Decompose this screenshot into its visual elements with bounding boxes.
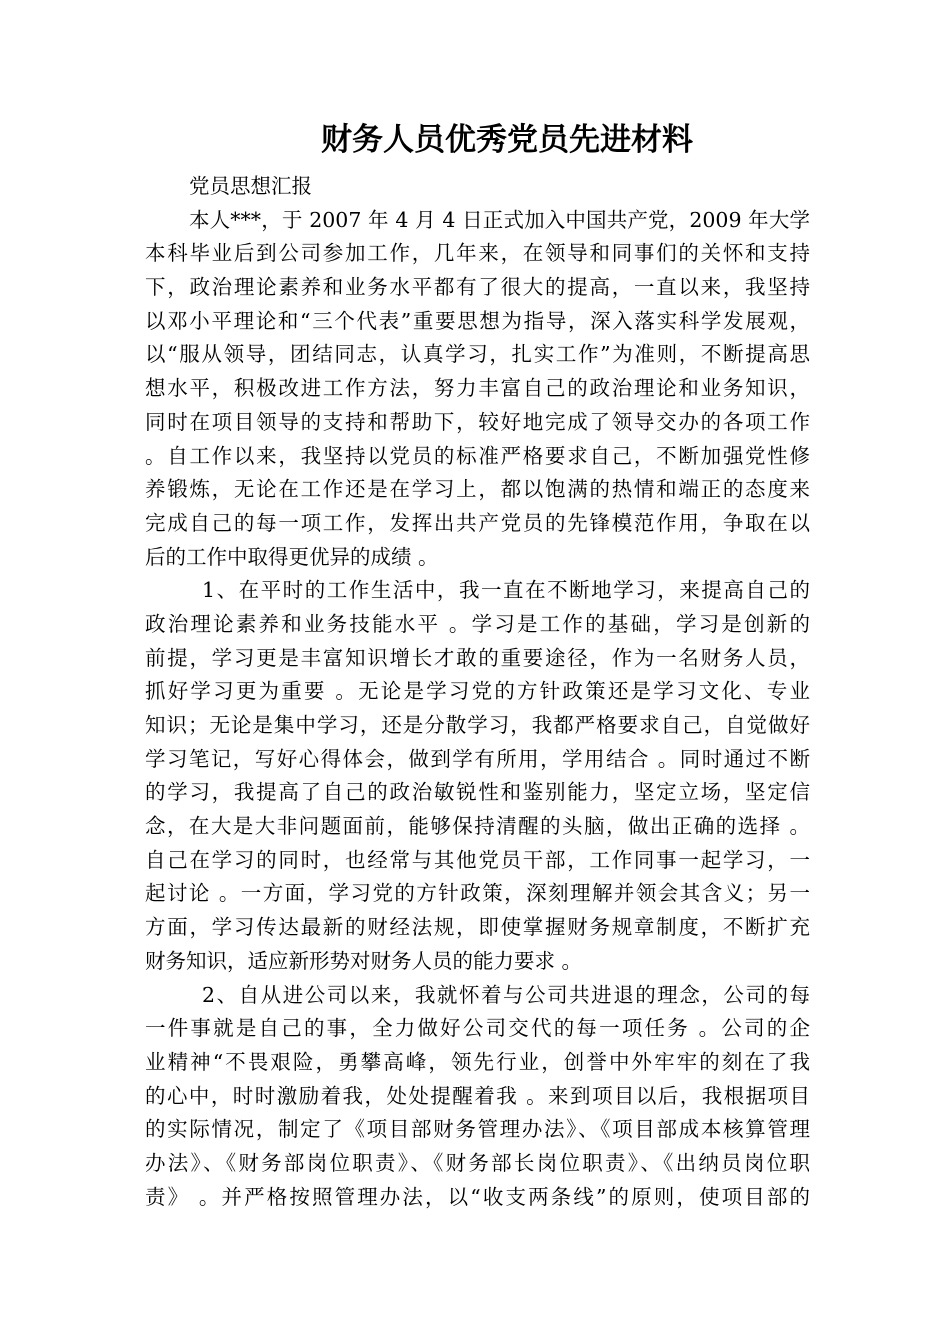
text-line: 政治理论素养和业务技能水平 。学习是工作的基础，学习是创新的 xyxy=(145,611,810,636)
text-line: 学习笔记，写好心得体会，做到学有所用，学用结合 。同时通过不断 xyxy=(145,746,810,771)
document-body xyxy=(145,170,810,1214)
text-line: 养锻炼，无论在工作还是在学习上，都以饱满的热情和端正的态度来 xyxy=(145,477,810,502)
text-line: 起讨论 。一方面，学习党的方针政策，深刻理解并领会其含义；另一 xyxy=(145,881,810,906)
text-line: 本人***，于 2007 年 4 月 4 日正式加入中国共产党，2009 年大学 xyxy=(189,207,810,232)
text-line: 责》 。并严格按照管理办法，以“收支两条线”的原则，使项目部的 xyxy=(145,1184,810,1209)
text-line: 本科毕业后到公司参加工作，几年来，在领导和同事们的关怀和支持 xyxy=(145,241,810,266)
text-line: 前提，学习更是丰富知识增长才敢的重要途径，作为一名财务人员， xyxy=(145,645,810,670)
text-line: 下，政治理论素养和业务水平都有了很大的提高，一直以来，我坚持 xyxy=(145,275,810,300)
text-line: 知识；无论是集中学习，还是分散学习，我都严格要求自己，自觉做好 xyxy=(145,713,810,737)
text-line: 自己在学习的同时，也经常与其他党员干部，工作同事一起学习，一 xyxy=(145,847,810,872)
text-line: 的心中，时时激励着我，处处提醒着我 。来到项目以后，我根据项目 xyxy=(145,1083,810,1108)
text-line: 后的工作中取得更优异的成绩 。 xyxy=(145,544,439,569)
document-title: 财务人员优秀党员先进材料 xyxy=(321,122,693,158)
text-line: 业精神“不畏艰险，勇攀高峰，领先行业，创誉中外牢牢的刻在了我 xyxy=(145,1049,810,1074)
text-line: 办法》、《财务部岗位职责》、《财务部长岗位职责》、《出纳员岗位职 xyxy=(145,1150,810,1175)
text-line: 想水平，积极改进工作方法，努力丰富自己的政治理论和业务知识， xyxy=(145,376,810,401)
text-line: 的实际情况，制定了《项目部财务管理办法》、《项目部成本核算管理 xyxy=(145,1117,810,1142)
text-line: 1、在平时的工作生活中，我一直在不断地学习，来提高自己的 xyxy=(202,578,810,603)
text-line: 以邓小平理论和“三个代表”重要思想为指导，深入落实科学发展观， xyxy=(145,308,810,333)
text-line: 。自工作以来，我坚持以党员的标准严格要求自己，不断加强党性修 xyxy=(145,443,810,468)
text-line: 的学习，我提高了自己的政治敏锐性和鉴别能力，坚定立场，坚定信 xyxy=(145,780,810,805)
text-line: 党员思想汇报 xyxy=(189,174,312,198)
text-line: 同时在项目领导的支持和帮助下，较好地完成了领导交办的各项工作 xyxy=(145,409,810,434)
text-line: 财务知识，适应新形势对财务人员的能力要求 。 xyxy=(145,948,583,973)
text-line: 一件事就是自己的事，全力做好公司交代的每一项任务 。公司的企 xyxy=(145,1016,810,1041)
text-line: 以“服从领导，团结同志，认真学习，扎实工作”为准则，不断提高思 xyxy=(145,342,810,367)
text-line: 完成自己的每一项工作，发挥出共产党员的先锋模范作用，争取在以 xyxy=(145,510,810,535)
text-line: 抓好学习更为重要 。无论是学习党的方针政策还是学习文化、专业 xyxy=(145,679,810,704)
text-line: 方面，学习传达最新的财经法规，即使掌握财务规章制度，不断扩充 xyxy=(145,915,810,940)
text-line: 2、自从进公司以来，我就怀着与公司共进退的理念，公司的每 xyxy=(202,982,810,1007)
text-line: 念，在大是大非问题面前，能够保持清醒的头脑，做出正确的选择 。 xyxy=(145,814,810,839)
